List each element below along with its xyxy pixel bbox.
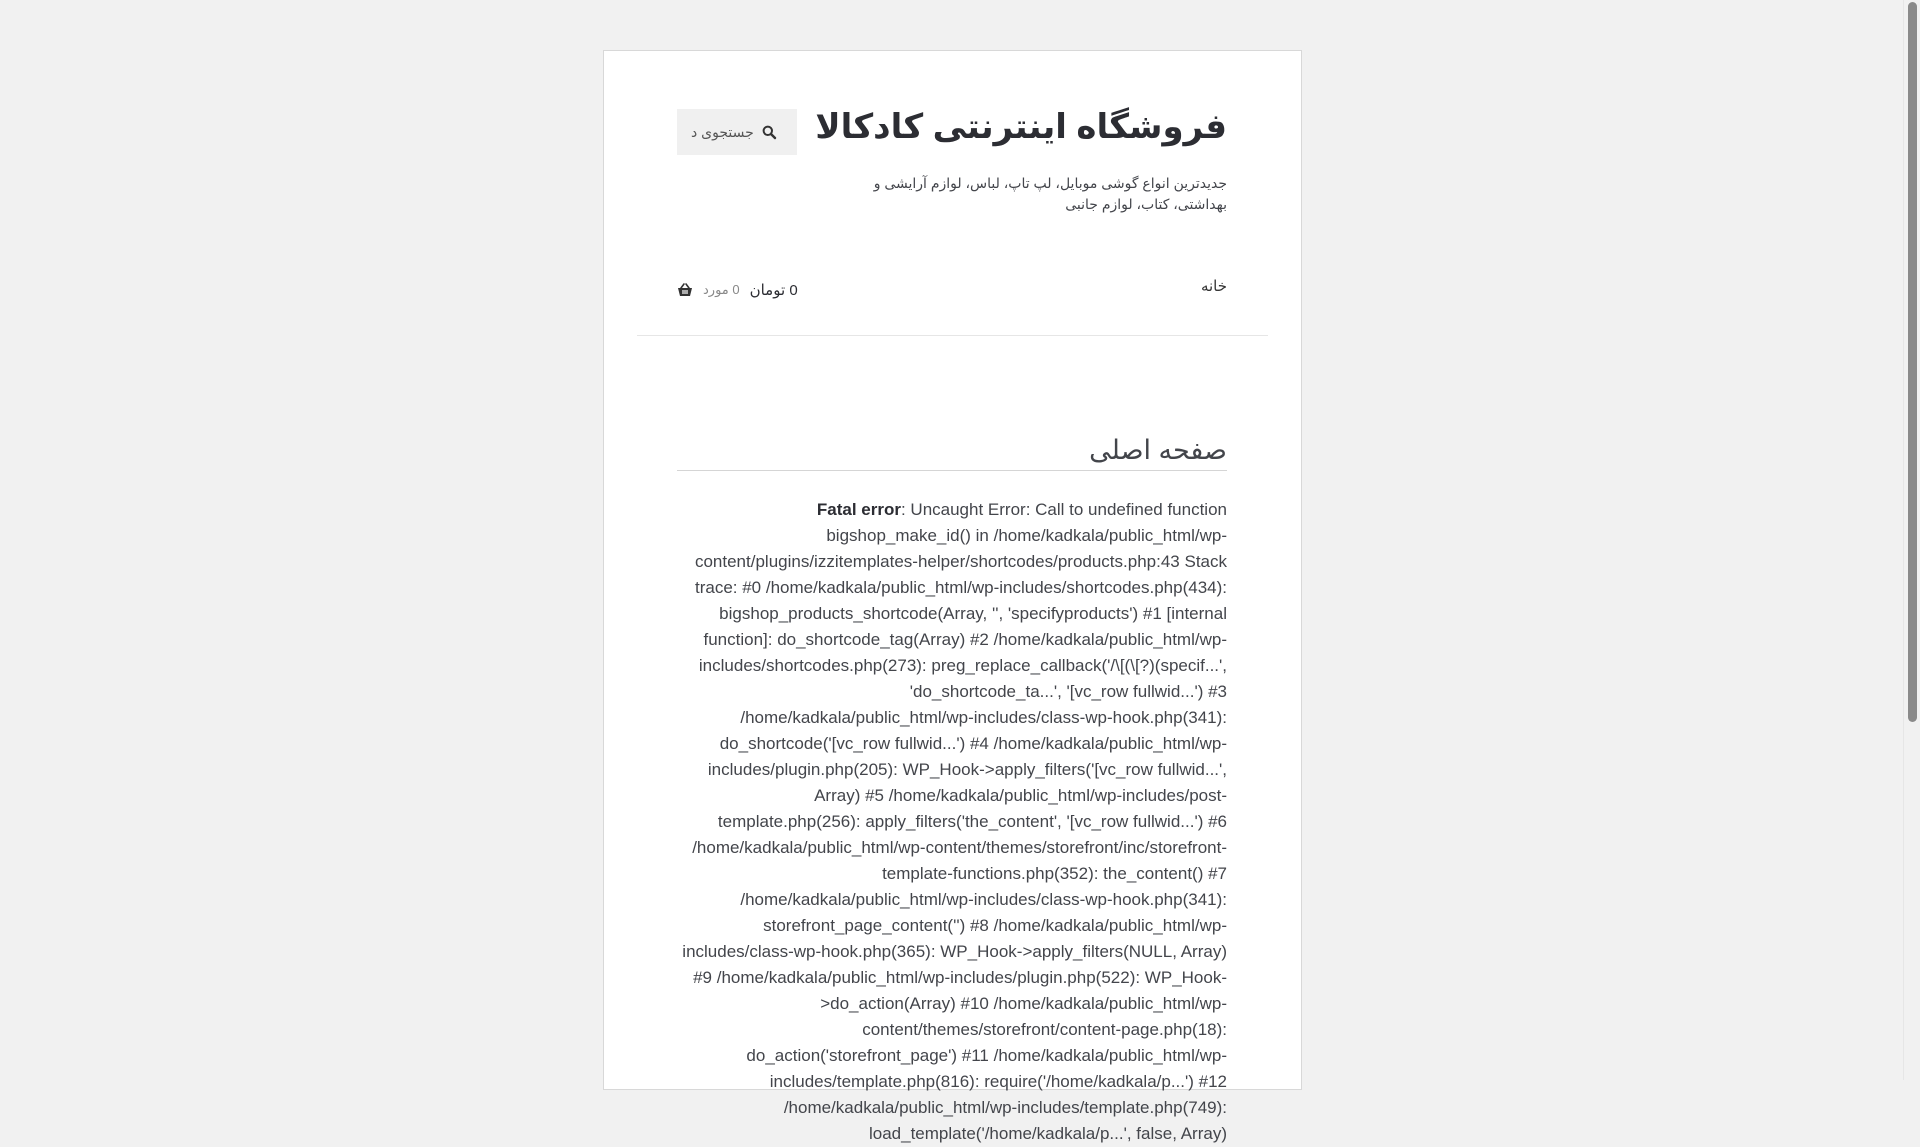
error-label: Fatal error: [816, 500, 901, 519]
cart-amount[interactable]: 0 تومان: [749, 282, 798, 299]
nav-item-home[interactable]: خانه: [1200, 278, 1227, 295]
search-input[interactable]: [677, 109, 797, 155]
basket-icon[interactable]: [677, 283, 693, 297]
page-scrollbar[interactable]: [1903, 0, 1920, 1080]
fatal-error-message: [677, 497, 1227, 1147]
search-icon: [762, 125, 776, 139]
site-title[interactable]: فروشگاه اینترنتی کادکالا: [815, 108, 1227, 146]
site-container: [603, 50, 1302, 1143]
page-title: صفحه اصلی: [1089, 435, 1227, 465]
cart-count[interactable]: 0 مورد: [703, 282, 740, 297]
title-divider: [677, 470, 1227, 471]
error-details: : Uncaught Error: Call to undefined function bigshop_make_id() in /home/kadkala/public_html/wp-content/plugins/izzitemplates-helper/shortcodes/products.php:43 Stack trace: #0 /home/kadkala/public_html/wp-includes/shortcodes.php(434): bigshop_products_shortcode(Array, '', 'specifyproducts') #1 [internal function]: do_shortcode_tag(Array) #2 /home/kadkala/public_html/wp-includes/shortcodes.php(273): preg_replace_callback('/\[(\[?)(specif...', 'do_shortcode_ta...', '[vc_row fullwid...') #3 /home/kadkala/public_html/wp-includes/class-wp-hook.php(341): do_shortcode('[vc_row fullwid...') #4 /home/kadkala/public_html/wp-includes/plugin.php(205): WP_Hook->apply_filters('[vc_row fullwid...', Array) #5 /home/kadkala/public_html/wp-includes/post-template.php(256): apply_filters('the_content', '[vc_row fullwid...') #6 /home/kadkala/public_html/wp-content/themes/storefront/inc/storefront-template-functions.php(352): the_content() #7 /home/kadkala/public_html/wp-includes/class-wp-hook.php(341): storefront_page_content('') #8 /home/kadkala/public_html/wp-includes/class-wp-hook.php(365): WP_Hook->apply_filters(NULL, Array) #9 /home/kadkala/public_html/wp-includes/plugin.php(522): WP_Hook->do_action(Array) #10 /home/kadkala/public_html/wp-content/themes/storefront/content-page.php(18): do_action('storefront_page') #11 /home/kadkala/public_html/wp-includes/template.php(816): require('/home/kadkala/p...') #12 /home/kadkala/public_html/wp-includes/template.php(749): load_template('/home/kadkala/p...', false, Array): [682, 500, 1227, 1143]
scrollbar-thumb[interactable]: [1908, 2, 1917, 722]
search-placeholder: جستجوی د: [691, 123, 754, 140]
header-divider: [637, 335, 1268, 336]
header-cart[interactable]: [677, 281, 798, 299]
site-tagline: جدیدترین انواع گوشی موبایل، لپ تاپ، لباس، لوازم آرایشی و بهداشتی، کتاب، لوازم جانبی: [873, 175, 1227, 212]
